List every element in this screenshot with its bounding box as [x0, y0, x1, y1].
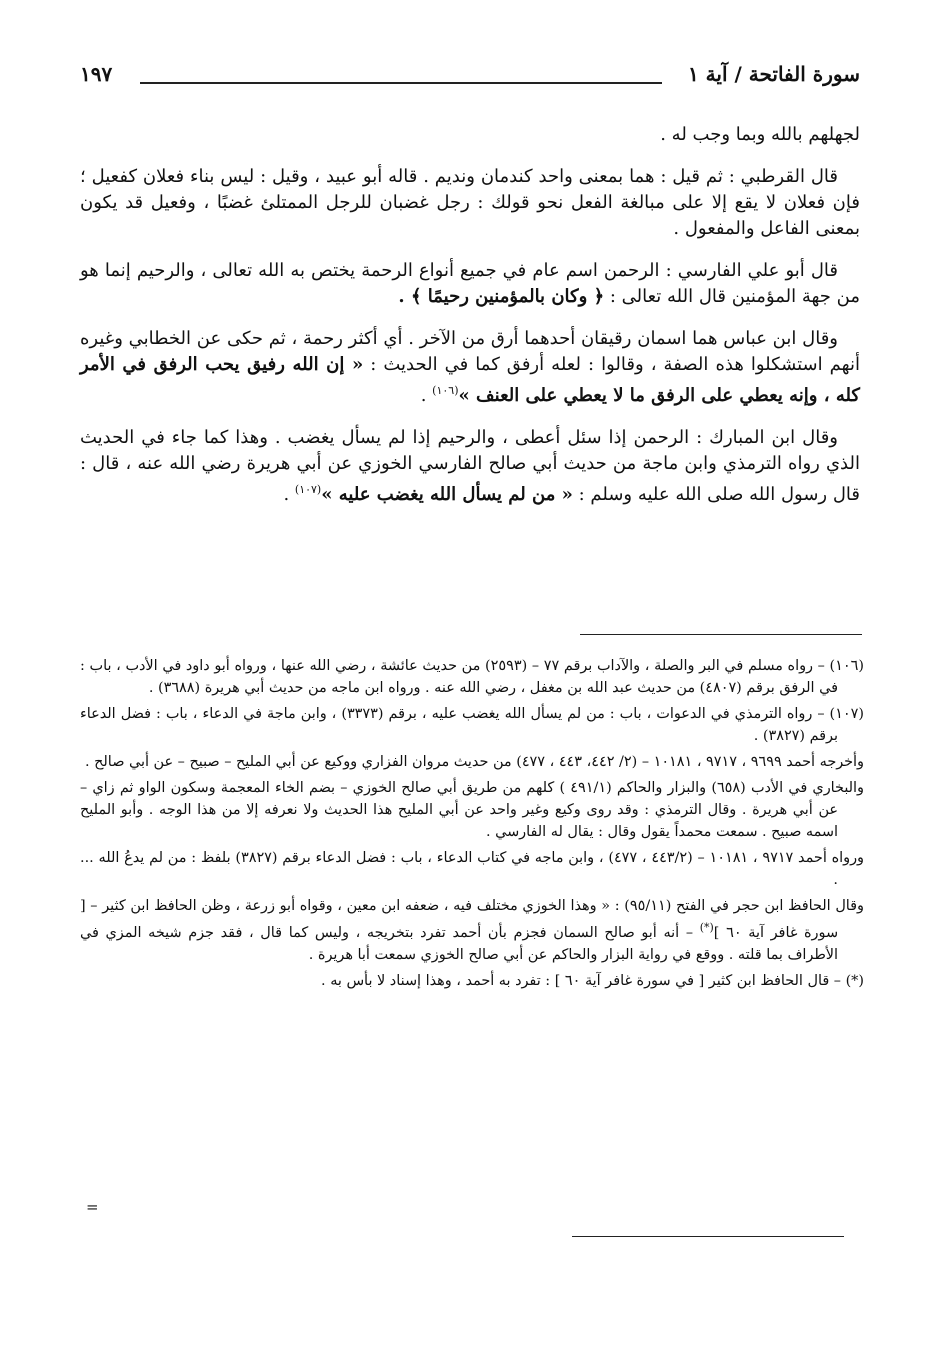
footnote-107: [80, 703, 864, 747]
footnote-107-ibn-majah: [80, 847, 864, 891]
hadith-quote-ghadab: « من لم يسأل الله يغضب عليه »: [321, 484, 573, 505]
paragraph-1-text: لجهلهم بالله وبما وجب له .: [660, 124, 860, 145]
footnote-ref-106[interactable]: (١٠٦): [432, 384, 459, 397]
quran-verse: ﴿ وكان بالمؤمنين رحيمًا ﴾ .: [398, 286, 605, 307]
paragraph-ibn-abbas-text: وقال ابن عباس هما اسمان رقيقان أحدهما أرق من الآخر . أي أكثر رحمة ، ثم حكى عن الخطابي وغيره أنهم استشكلوا هذه الصفة ، وقالوا : لعله أرفق كما في الحديث :: [80, 328, 860, 375]
footnote-107-bukhari-text: والبخاري في الأدب (٦٥٨) والبزار والحاكم (٤٩١/١ ) كلهم من طريق أبي صالح الخوزي – بضم الخاء المعجمة وسكون الواو ثم زاي – عن أبي هريرة . وقال الترمذي : وقد روى وكيع وغير واحد عن أبي المليح هذا الحديث ولا نعرفه إلا من هذا الوجه . وأبو المليح اسمه صبيح . سمعت محمداً يقول وقال : يقال له الفارسي .: [80, 780, 864, 840]
paragraph-ibn-mubarak-text: وقال ابن المبارك : الرحمن إذا سئل أعطى ، والرحيم إذا لم يسأل يغضب . وهذا كما جاء في الحديث الذي رواه الترمذي وابن ماجة من حديث أبي صالح الفارسي الخوزي عن أبي هريرة رضي الله عنه ، قال : قال رسول الله صلى الله عليه وسلم :: [80, 427, 860, 505]
paragraph-farisi-text: قال أبو علي الفارسي : الرحمن اسم عام في جميع أنواع الرحمة يختص به الله تعالى ، والرحيم إنما هو من جهة المؤمنين قال الله تعالى :: [80, 260, 860, 307]
paragraph-ibn-abbas: [80, 326, 860, 409]
footnote-ibn-hajar-text: وقال الحافظ ابن حجر في الفتح (٩٥/١١) : « وهذا الخوزي مختلف فيه ، ضعفه ابن معين ، وقواه أبو زرعة ، وظن الحافظ ابن كثير – [ سورة غافر آية ٦٠ ]: [80, 898, 865, 941]
footnote-ref-star[interactable]: (*): [699, 921, 714, 934]
footnote-star: [80, 970, 864, 992]
footnote-106-text: (١٠٦) – رواه مسلم في البر والصلة ، والآداب برقم ٧٧ – (٢٥٩٣) من حديث عائشة ، رضي الله عنها ، ورواه أبو داود في الأدب ، باب : في الرفق برقم (٤٨٠٧) من حديث عبد الله بن مغفل ، رضي الله عنه . ورواه ابن ماجه من حديث أبي هريرة (٣٦٨٨) .: [80, 658, 864, 696]
footnote-ref-107[interactable]: (١٠٧): [294, 483, 322, 496]
paragraph-ibn-abbas-end: .: [420, 385, 433, 406]
footnote-107-ahmad: [80, 751, 864, 773]
paragraph-1: [80, 122, 860, 148]
paragraph-ibn-mubarak: [80, 425, 860, 508]
hadith-quote-rifq: « إن الله رفيق يحب الرفق في الأمر كله ، وإنه يعطي على الرفق ما لا يعطي على العنف »: [80, 354, 860, 406]
continuation-mark: =: [86, 1198, 99, 1216]
footnotes: [80, 655, 864, 996]
footnote-separator: [580, 634, 862, 635]
footnote-107-ibn-hajar: [80, 895, 864, 966]
page-number: ١٩٧: [80, 62, 113, 86]
footnote-107-ibn-majah-text: ورواه أحمد ٩٧١٧ ، ١٠١٨١ – (٤٤٣/٢ ، ٤٧٧) ، وابن ماجه في كتاب الدعاء ، باب : فضل الدعاء برقم (٣٨٢٧) بلفظ : من لم يدعُ الله ... .: [80, 850, 864, 888]
footnote-107-bukhari: [80, 777, 864, 843]
paragraph-farisi: [80, 258, 860, 310]
footnote-star-text: (*) – قال الحافظ ابن كثير [ في سورة غافر آية ٦٠ ] : تفرد به أحمد ، وهذا إسناد لا بأس به .: [321, 972, 864, 989]
footnote-107-ahmad-text: وأخرجه أحمد ٩٦٩٩ ، ٩٧١٧ ، ١٠١٨١ – (٢/ ٤٤٢، ٤٤٣ ، ٤٧٧) من حديث مروان الفزاري ووكيع عن أبي المليح – صبيح – عن أبي صالح .: [84, 754, 864, 770]
paragraph-ibn-mubarak-end: .: [283, 484, 295, 505]
footnote-106: [80, 655, 864, 699]
footnote-ibn-hajar-text-cont: – أنه أبو صالح السمان فجزم بأن أحمد تفرد بتخريجه ، وليس كما قال ، فقد جزم شيخه المزي في الأطراف بما قلته . ووقع في رواية البزار والحاكم عن أبي صالح الخوزي سمعت أبا هريرة .: [80, 924, 838, 963]
paragraph-qurtubi: [80, 164, 860, 242]
page-header: [80, 62, 860, 92]
running-title: سورة الفاتحة / آية ١: [687, 62, 860, 86]
header-rule: [140, 82, 662, 84]
footnote-star-underline: [572, 1236, 844, 1237]
footnote-107-text: (١٠٧) – رواه الترمذي في الدعوات ، باب : من لم يسأل الله يغضب عليه ، برقم (٣٣٧٣) ، وابن ماجة في الدعاء ، باب : فضل الدعاء برقم (٣٨٢٧) .: [80, 706, 864, 744]
paragraph-qurtubi-text: قال القرطبي : ثم قيل : هما بمعنى واحد كندمان ونديم . قاله أبو عبيد ، وقيل : ليس بناء فعلان كفعيل ؛ فإن فعلان لا يقع إلا على مبالغة الفعل نحو قولك : رجل غضبان للرجل الممتلئ غضبًا ، وفعيل قد يكون بمعنى الفاعل والمفعول .: [80, 166, 860, 239]
main-text: [80, 122, 860, 524]
